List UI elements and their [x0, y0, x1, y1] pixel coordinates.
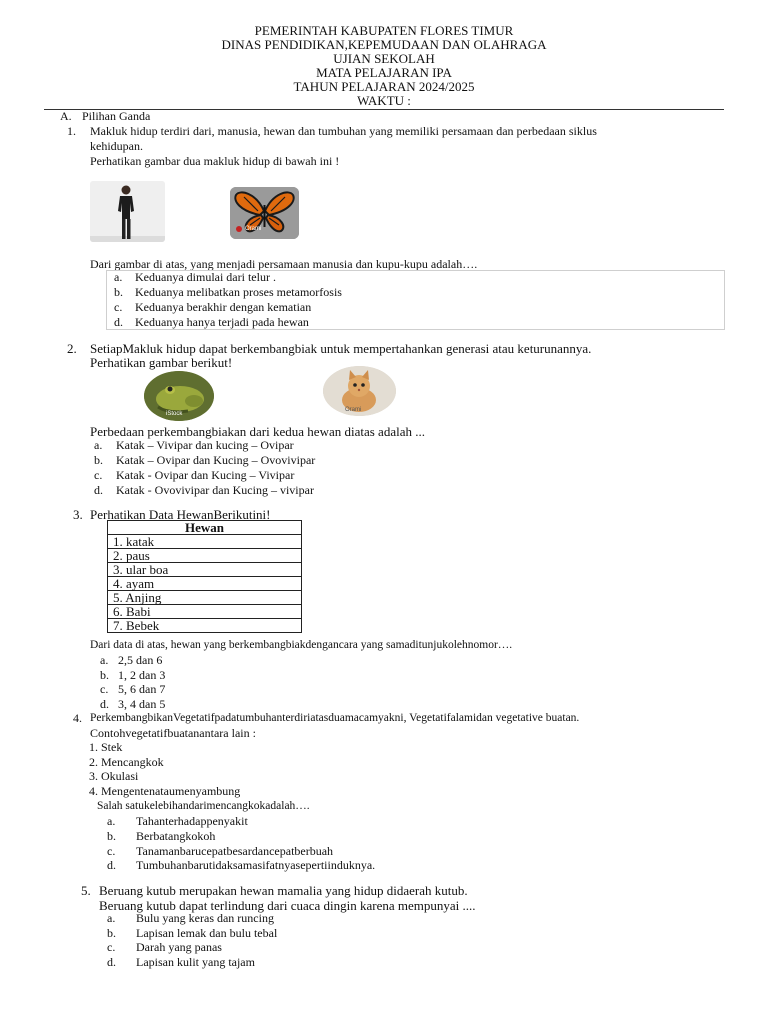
q2-option-b-letter: b.	[94, 453, 103, 467]
q4-list-item: 2. Mencangkok	[89, 755, 164, 769]
table-row	[108, 577, 302, 591]
header-government: PEMERINTAH KABUPATEN FLORES TIMUR	[254, 23, 514, 38]
table-row	[108, 535, 302, 549]
q3-option-c[interactable]: 5, 6 dan 7	[118, 682, 166, 696]
q3-number: 3.	[73, 507, 83, 522]
q2-question: Perbedaan perkembangbiakan dari kedua hewan diatas adalah ...	[90, 424, 425, 439]
q3-instruction: Perhatikan Data HewanBerikutini!	[90, 507, 271, 522]
table-cell: 7. Bebek	[108, 619, 302, 633]
q1-instruction: Perhatikan gambar dua makluk hidup di bawah ini !	[90, 154, 340, 168]
q2-number: 2.	[67, 341, 77, 356]
q4-option-b[interactable]: Berbatangkokoh	[136, 829, 216, 843]
q1-option-a-letter: a.	[114, 270, 123, 284]
q5-text: Beruang kutub merupakan hewan mamalia yang hidup didaerah kutub.	[99, 883, 468, 898]
table-cell: 1. katak	[108, 535, 302, 549]
header-subject: MATA PELAJARAN IPA	[316, 65, 452, 80]
section-letter: A.	[60, 109, 72, 123]
q3-option-c-letter: c.	[100, 682, 109, 696]
table-cell: 6. Babi	[108, 605, 302, 619]
q5-option-c[interactable]: Darah yang panas	[136, 940, 222, 954]
q2-option-c-letter: c.	[94, 468, 103, 482]
q3-option-b-letter: b.	[100, 668, 109, 682]
q2-text: SetiapMakluk hidup dapat berkembangbiak untuk mempertahankan generasi atau keturunannya.	[90, 341, 592, 356]
q5-option-d[interactable]: Lapisan kulit yang tajam	[136, 955, 255, 969]
q4-text: PerkembangbikanVegetatifpadatumbuhanterdiriatasduamacamyakni, Vegetatifalamidan vegetative buatan.	[90, 712, 580, 724]
table-header-row	[108, 521, 302, 535]
header-department: DINAS PENDIDIKAN,KEPEMUDAAN DAN OLAHRAGA	[221, 37, 547, 52]
animal-table	[107, 520, 302, 633]
header-exam: UJIAN SEKOLAH	[333, 51, 435, 66]
table-cell: 2. paus	[108, 549, 302, 563]
q4-option-b-letter: b.	[107, 829, 116, 843]
q3-option-b[interactable]: 1, 2 dan 3	[118, 668, 166, 682]
table-row	[108, 591, 302, 605]
table-row	[108, 619, 302, 633]
q1-text: Makluk hidup terdiri dari, manusia, hewan dan tumbuhan yang memiliki persamaan dan perbedaan siklus	[90, 124, 597, 138]
q4-option-a-letter: a.	[107, 814, 116, 828]
q4-text-cont: Contohvegetatifbuatanantara lain :	[90, 726, 256, 740]
header-time: WAKTU :	[357, 93, 411, 108]
q4-option-c-letter: c.	[107, 844, 116, 858]
q5-option-d-letter: d.	[107, 955, 116, 969]
q1-option-d[interactable]: Keduanya hanya terjadi pada hewan	[135, 315, 309, 329]
table-row	[108, 549, 302, 563]
frog-watermark: iStock	[166, 411, 183, 417]
q5-option-c-letter: c.	[107, 940, 116, 954]
q4-option-d-letter: d.	[107, 858, 116, 872]
q2-instruction: Perhatikan gambar berikut!	[90, 355, 233, 370]
q5-option-b-letter: b.	[107, 926, 116, 940]
q3-option-d-letter: d.	[100, 697, 109, 711]
table-row	[108, 605, 302, 619]
q2-option-a-letter: a.	[94, 438, 103, 452]
q1-option-c[interactable]: Keduanya berakhir dengan kematian	[135, 300, 312, 314]
human-image	[90, 181, 165, 242]
q2-option-d-letter: d.	[94, 483, 103, 497]
q1-option-b[interactable]: Keduanya melibatkan proses metamorfosis	[135, 285, 342, 299]
cat-watermark: Orami	[345, 407, 362, 413]
q1-option-d-letter: d.	[114, 315, 123, 329]
q1-question: Dari gambar di atas, yang menjadi persamaan manusia dan kupu-kupu adalah….	[90, 257, 478, 271]
cat-image	[323, 366, 396, 416]
q4-list-item: 1. Stek	[89, 740, 123, 754]
q5-number: 5.	[81, 883, 91, 898]
section-title: Pilihan Ganda	[82, 109, 151, 123]
q3-option-a-letter: a.	[100, 653, 109, 667]
q4-list-item: 3. Okulasi	[89, 769, 139, 783]
table-cell: 3. ular boa	[108, 563, 302, 577]
table-row	[108, 563, 302, 577]
q5-question: Beruang kutub dapat terlindung dari cuaca dingin karena mempunyai ....	[99, 898, 476, 913]
q2-option-c[interactable]: Katak - Ovipar dan Kucing – Vivipar	[116, 468, 295, 482]
q4-option-d[interactable]: Tumbuhanbarutidaksamasifatnyasepertiinduknya.	[136, 858, 376, 872]
q5-option-b[interactable]: Lapisan lemak dan bulu tebal	[136, 926, 278, 940]
q2-option-d[interactable]: Katak - Ovovivipar dan Kucing – vivipar	[116, 483, 314, 497]
q5-option-a[interactable]: Bulu yang keras dan runcing	[136, 911, 274, 925]
table-cell: 5. Anjing	[108, 591, 302, 605]
butterfly-watermark: Orami	[245, 226, 262, 232]
q4-option-c[interactable]: Tanamanbarucepatbesardancepatberbuah	[136, 844, 334, 858]
q1-option-a[interactable]: Keduanya dimulai dari telur .	[135, 270, 276, 284]
frog-image	[144, 371, 214, 421]
q3-option-a[interactable]: 2,5 dan 6	[118, 653, 163, 667]
q1-number: 1.	[67, 124, 76, 138]
q4-number: 4.	[73, 711, 82, 725]
q1-text-cont: kehidupan.	[90, 139, 143, 153]
q1-option-c-letter: c.	[114, 300, 123, 314]
table-cell: 4. ayam	[108, 577, 302, 591]
butterfly-icon	[230, 187, 299, 239]
q1-option-b-letter: b.	[114, 285, 123, 299]
header-year: TAHUN PELAJARAN 2024/2025	[293, 79, 475, 94]
table-header-hewan: Hewan	[108, 521, 302, 535]
butterfly-image	[230, 187, 299, 239]
q3-option-d[interactable]: 3, 4 dan 5	[118, 697, 166, 711]
q3-question: Dari data di atas, hewan yang berkembangbiakdengancara yang samaditunjukolehnomor….	[90, 639, 513, 651]
q2-option-a[interactable]: Katak – Vivipar dan kucing – Ovipar	[116, 438, 294, 452]
q4-option-a[interactable]: Tahanterhadappenyakit	[136, 814, 248, 828]
human-figure-icon	[90, 181, 165, 242]
q2-option-b[interactable]: Katak – Ovipar dan Kucing – Ovovivipar	[116, 453, 316, 467]
q5-option-a-letter: a.	[107, 911, 116, 925]
q4-question: Salah satukelebihandarimencangkokadalah….	[97, 800, 310, 812]
q4-list-item: 4. Mengentenataumenyambung	[89, 784, 241, 798]
